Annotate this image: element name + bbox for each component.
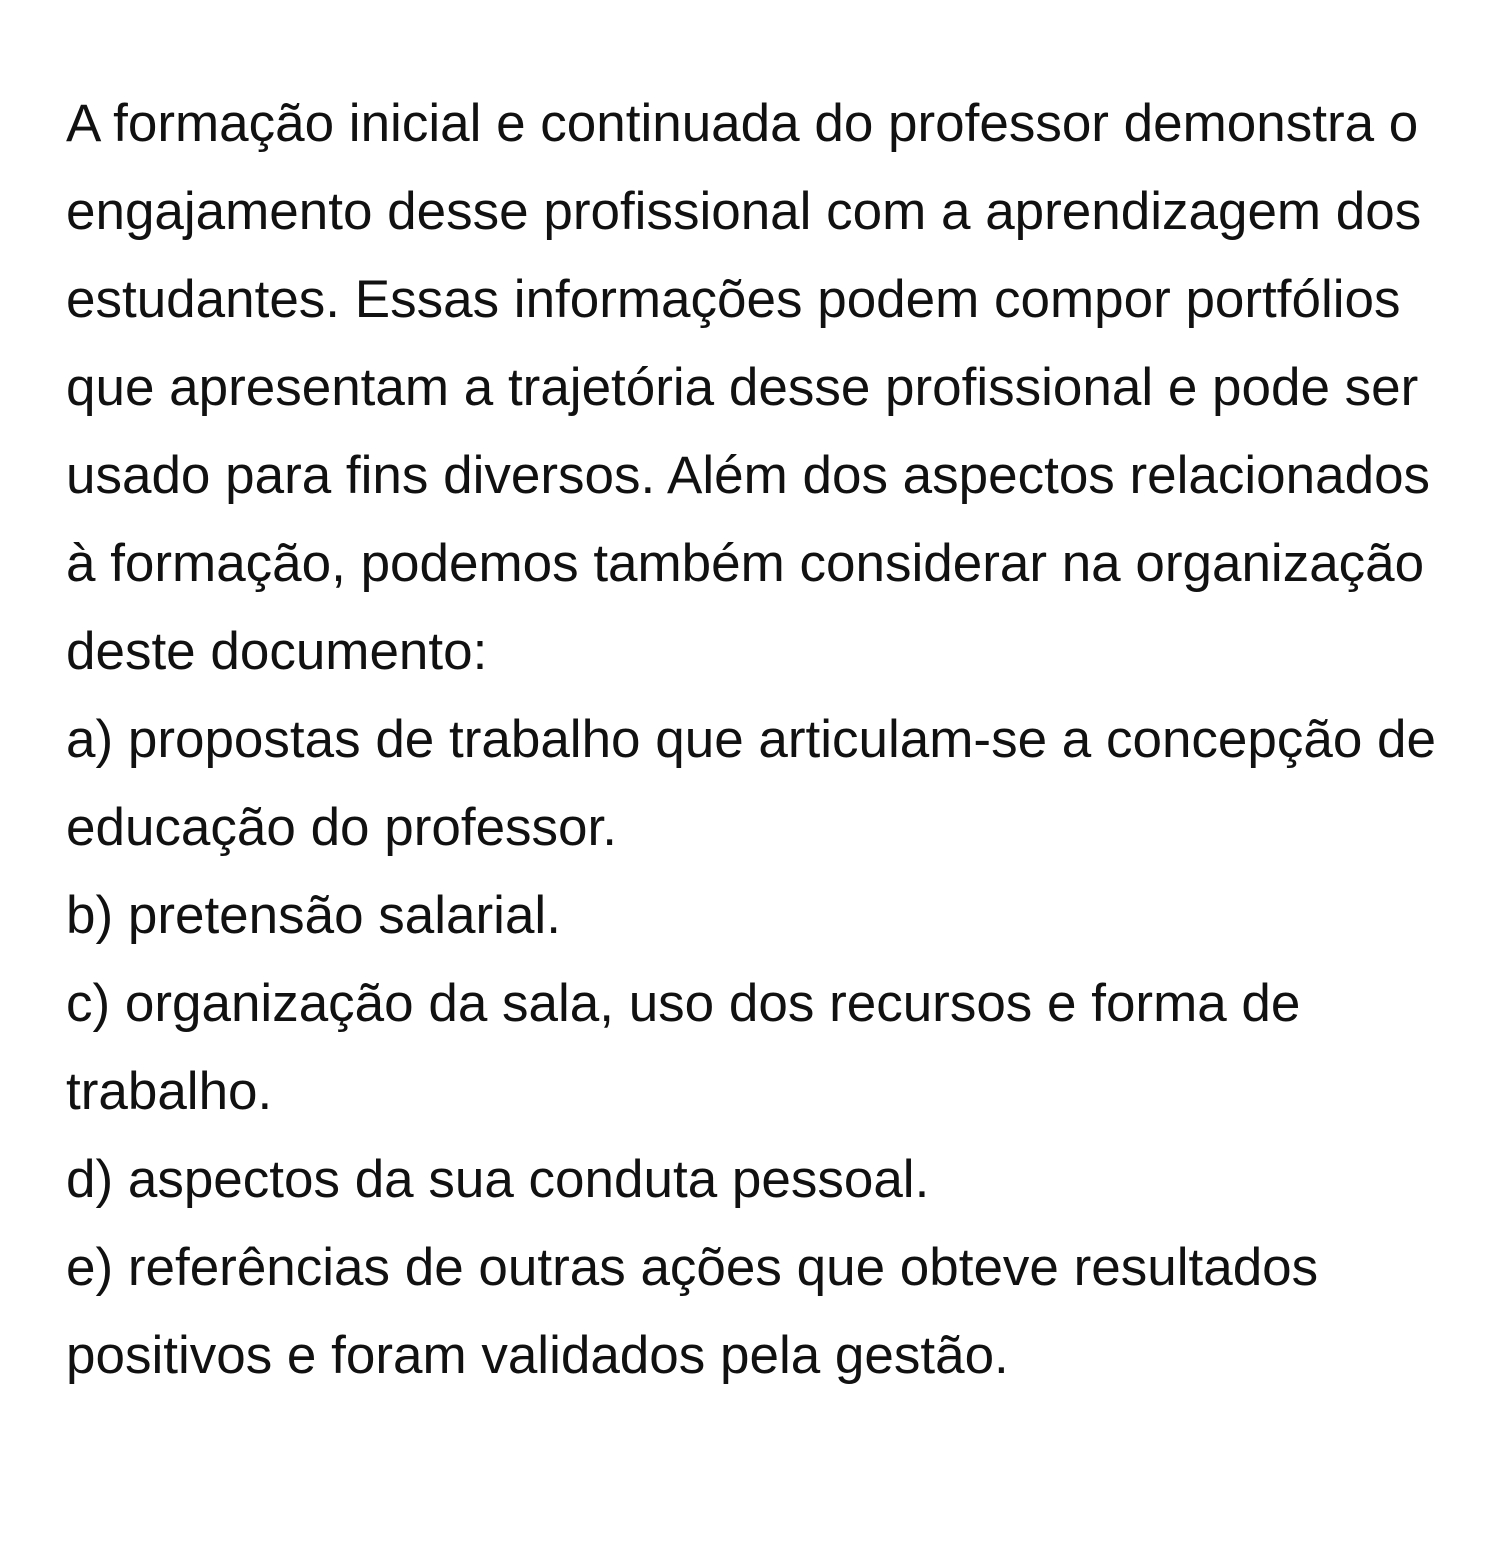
option-b: b) pretensão salarial.	[66, 886, 561, 945]
question-stem: A formação inicial e continuada do professor demonstra o engajamento desse profissional com a aprendizagem dos estudantes. Essas informações podem compor portfólios que apresentam a trajetória desse profissional e pode ser usado para fins diversos. Além dos aspectos relacionados à formação, podemos também considerar na organização deste documento:	[66, 94, 1431, 681]
option-d: d) aspectos da sua conduta pessoal.	[66, 1150, 930, 1209]
option-a: a) propostas de trabalho que articulam-se a concepção de educação do professor.	[66, 710, 1437, 857]
option-e: e) referências de outras ações que obteve resultados positivos e foram validados pela gestão.	[66, 1238, 1319, 1385]
option-c: c) organização da sala, uso dos recursos e forma de trabalho.	[66, 974, 1301, 1121]
question-block	[66, 80, 1446, 1400]
